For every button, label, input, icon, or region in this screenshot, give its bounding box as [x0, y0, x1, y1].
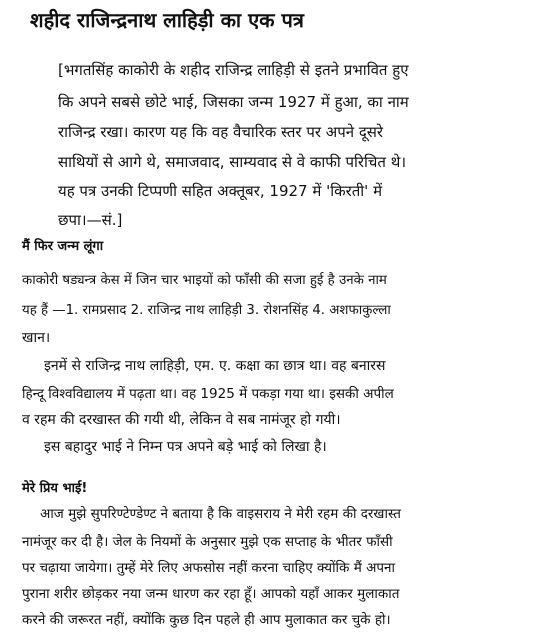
second-paragraph-line: इनमें से राजिन्द्र नाथ लाहिड़ी, एम. ए. कक्षा का छात्र था। वह बनारस: [44, 358, 386, 374]
editor-note-line: कि अपने सबसे छोटे भाई, जिसका जन्म 1927 में हुआ, का नाम: [58, 93, 409, 111]
letter-body-line: करने की जरूरत नहीं, क्योंकि कुछ दिन पहले ही आप मुलाकात कर चुके हो।: [22, 612, 391, 628]
document-title: शहीद राजिन्द्रनाथ लाहिड़ी का एक पत्र: [30, 8, 304, 32]
letter-salutation: मेरे प्रिय भाई!: [22, 481, 88, 496]
letter-body-line: पुराना शरीर छोड़कर नया जन्म धारण कर रहा हूँ। आपको यहाँ आकर मुलाकात: [22, 586, 400, 602]
third-paragraph: इस बहादुर भाई ने निम्न पत्र अपने बड़े भाई को लिखा है।: [44, 439, 327, 455]
letter-body-line: पर चढ़ाया जायेगा। तुम्हें मेरे लिए अफसोस नहीं करना चाहिए क्योंकि मैं अपना: [22, 560, 396, 576]
intro-paragraph-line: काकोरी षड्यन्त्र केस में जिन चार भाइयों को फाँसी की सजा हुई है उनके नाम: [22, 273, 387, 288]
editor-note-line: साथियों से आगे थे, समाजवाद, साम्यवाद से वे काफी परिचित थे।: [58, 153, 407, 171]
editor-note-line: छपा।—सं.]: [58, 211, 123, 229]
section-heading: मैं फिर जन्म लूंगा: [22, 239, 104, 254]
editor-note-line: [भगतसिंह काकोरी के शहीद राजिन्द्र लाहिड़ी से इतने प्रभावित हुए: [58, 61, 409, 79]
intro-paragraph-line: खान।: [22, 330, 51, 346]
editor-note-line: राजिन्द्र रखा। कारण यह कि वह वैचारिक स्तर पर अपने दूसरे: [58, 123, 384, 141]
editor-note-line: यह पत्र उनकी टिप्पणी सहित अक्तूबर, 1927 में 'किरती' में: [58, 182, 383, 200]
second-paragraph-line: व रहम की दरखास्त की गयी थी, लेकिन वे सब नामंजूर हो गयी।: [22, 412, 341, 428]
letter-body-line: आज मुझे सुपरिण्टेण्डेण्ट ने बताया है कि वाइसराय ने मेरी रहम की दरखास्त: [40, 506, 401, 522]
second-paragraph-line: हिन्दू विश्वविद्यालय में पढ़ता था। वह 1925 में पकड़ा गया था। इसकी अपील: [22, 386, 394, 402]
intro-paragraph-line: यह हैं —1. रामप्रसाद 2. राजिन्द्र नाथ लाहिड़ी 3. रोशनसिंह 4. अशफाकुल्ला: [22, 303, 391, 318]
letter-body-line: नामंजूर कर दी है। जेल के नियमों के अनुसार मुझे एक सप्ताह के भीतर फाँसी: [22, 534, 393, 550]
